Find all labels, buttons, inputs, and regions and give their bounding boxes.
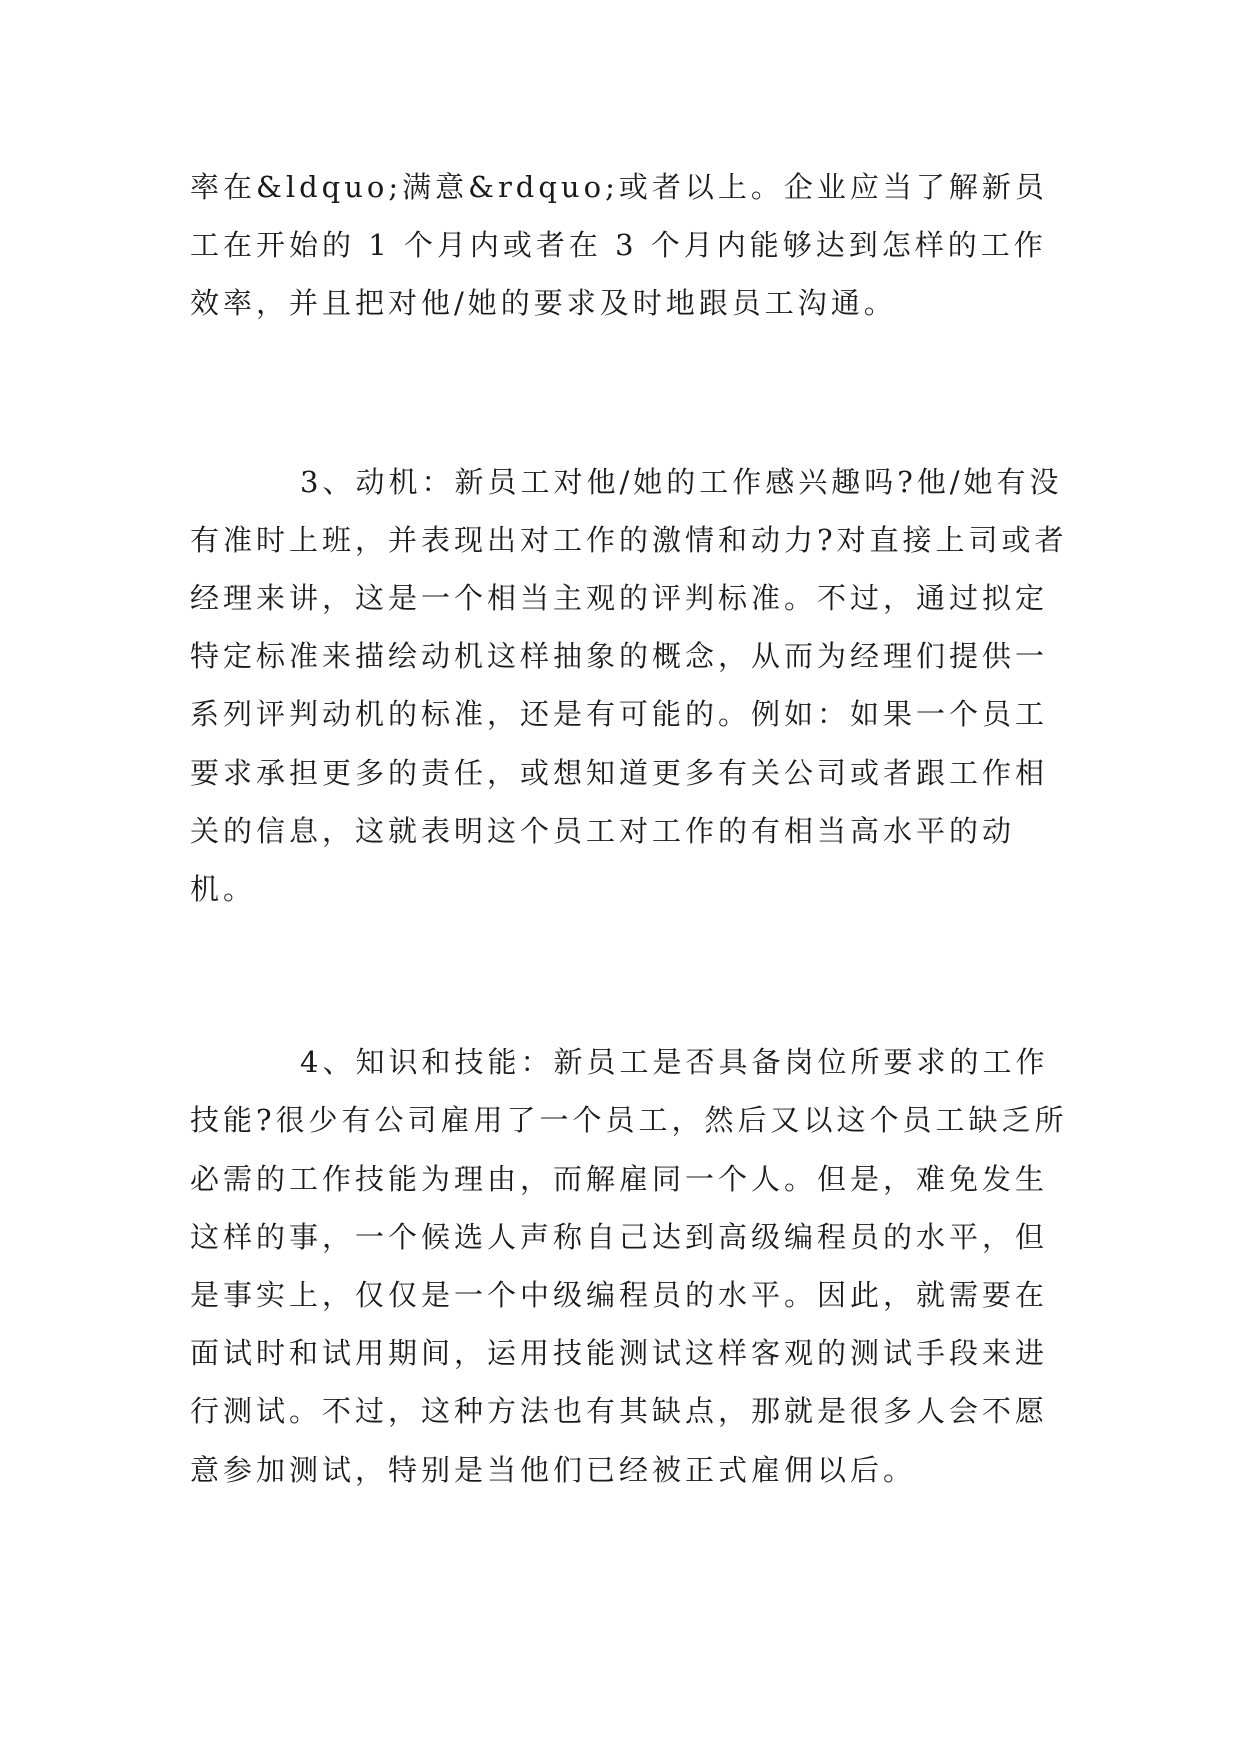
paragraph-3: 4、知识和技能：新员工是否具备岗位所要求的工作技能?很少有公司雇用了一个员工，然后又以这个员工缺乏所必需的工作技能为理由，而解雇同一个人。但是，难免发生这样的事，一个候选人声称自己达到高级编程员的水平，但是事实上，仅仅是一个中级编程员的水平。因此，就需要在面试时和试用期间，运用技能测试这样客观的测试手段来进行测试。不过，这种方法也有其缺点，那就是很多人会不愿意参加测试，特别是当他们已经被正式雇佣以后。 <box>190 1045 1068 1487</box>
document-body <box>190 158 1070 1499</box>
paragraph-2: 3、动机：新员工对他/她的工作感兴趣吗?他/她有没有准时上班，并表现出对工作的激情和动力?对直接上司或者经理来讲，这是一个相当主观的评判标准。不过，通过拟定特定标准来描绘动机这样抽象的概念，从而为经理们提供一系列评判动机的标准，还是有可能的。例如：如果一个员工要求承担更多的责任，或想知道更多有关公司或者跟工作相关的信息，这就表明这个员工对工作的有相当高水平的动机。 <box>190 464 1068 907</box>
paragraph-1: 率在&ldquo;满意&rdquo;或者以上。企业应当了解新员工在开始的 1 个月内或者在 3 个月内能够达到怎样的工作效率，并且把对他/她的要求及时地跟员工沟通。 <box>190 170 1048 321</box>
paragraph-spacer <box>190 333 1070 453</box>
paragraph-spacer <box>190 918 1070 1033</box>
